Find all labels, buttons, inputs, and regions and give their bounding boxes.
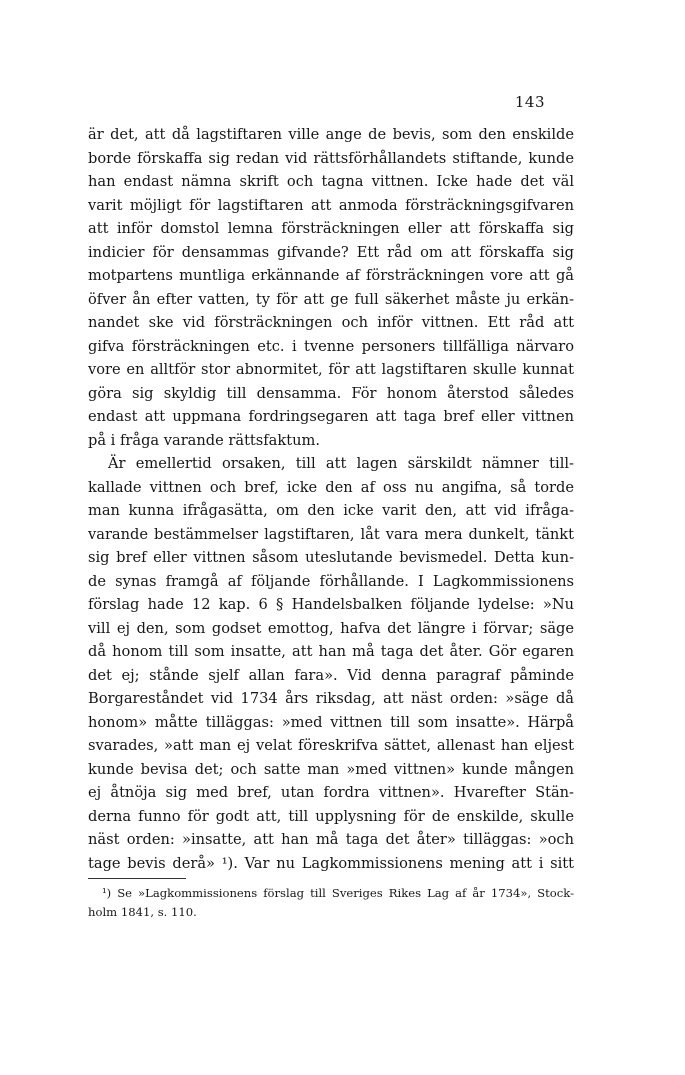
text-line: att inför domstol lemna försträckningen eller att förskaffa sig: [88, 220, 574, 237]
text-line: göra sig skyldig till densamma. För honom återstod således: [88, 384, 574, 402]
page-number: 143: [514, 93, 545, 111]
text-line: det ej; stånde sjelf allan fara». Vid denna paragraf påminde: [88, 666, 574, 684]
text-line: då honom till som insatte, att han må taga det åter. Gör egaren: [88, 643, 574, 660]
text-line: gifva försträckningen etc. i tvenne personers tillfälliga närvaro: [88, 337, 574, 355]
text-line: vill ej den, som godset emottog, hafva det längre i förvar; säge: [88, 619, 574, 637]
footnote-line: ¹) Se »Lagkommissionens förslag till Sveriges Rikes Lag af år 1734», Stock-: [102, 886, 574, 900]
text-line: de synas framgå af följande förhållande. I Lagkommissionens: [88, 572, 574, 590]
text-line: indicier för densammas gifvande? Ett råd om att förskaffa sig: [88, 243, 574, 261]
text-line: är det, att då lagstiftaren ville ange de bevis, som den enskilde: [88, 126, 574, 143]
text-line: derna funno för godt att, till upplysning för de enskilde, skulle: [88, 807, 574, 825]
text-line: näst orden: »insatte, att han må taga det åter» tilläggas: »och: [88, 831, 574, 848]
paragraph-end-line: på i fråga varande rättsfaktum.: [88, 431, 320, 449]
text-line: honom» måtte tilläggas: »med vittnen till som insatte». Härpå: [88, 713, 574, 731]
footnote-line: holm 1841, s. 110.: [88, 905, 197, 919]
text-line: vore en alltför stor abnormitet, för att lagstiftaren skulle kunnat: [88, 361, 574, 378]
text-line: man kunna ifrågasätta, om den icke varit den, att vid ifråga-: [88, 502, 574, 519]
text-line: endast att uppmana fordringsegaren att taga bref eller vittnen: [88, 408, 574, 425]
body-text: [88, 123, 574, 875]
text-line: Borgareståndet vid 1734 års riksdag, att näst orden: »säge då: [88, 690, 574, 707]
footnotes: [88, 884, 574, 922]
text-line: öfver ån efter vatten, ty för att ge full säkerhet måste ju erkän-: [88, 290, 574, 308]
text-line: varit möjligt för lagstiftaren att anmoda försträckningsgifvaren: [88, 196, 574, 214]
text-line: varande bestämmelser lagstiftaren, låt vara mera dunkelt, tänkt: [88, 525, 574, 543]
text-line: kallade vittnen och bref, icke den af oss nu angifna, så torde: [88, 478, 574, 496]
text-line: förslag hade 12 kap. 6 § Handelsbalken följande lydelse: »Nu: [88, 596, 574, 613]
text-line: svarades, »att man ej velat föreskrifva sättet, allenast han eljest: [88, 737, 574, 754]
text-line: motpartens muntliga erkännande af försträckningen vore att gå: [88, 267, 574, 284]
paragraph-start-line: Är emellertid orsaken, till att lagen särskildt nämner till-: [108, 455, 574, 472]
text-line: han endast nämna skrift och tagna vittnen. Icke hade det väl: [88, 173, 574, 190]
text-line: ej åtnöja sig med bref, utan fordra vittnen». Hvarefter Stän-: [88, 784, 574, 801]
text-line: sig bref eller vittnen såsom uteslutande bevismedel. Detta kun-: [88, 549, 574, 566]
text-line: kunde bevisa det; och satte man »med vittnen» kunde mången: [88, 760, 574, 778]
footnote-divider: [88, 878, 186, 879]
text-line: tage bevis derå» ¹). Var nu Lagkommissionens mening att i sitt: [88, 854, 574, 872]
text-line: borde förskaffa sig redan vid rättsförhållandets stiftande, kunde: [88, 149, 574, 167]
text-line: nandet ske vid försträckningen och inför vittnen. Ett råd att: [88, 314, 574, 331]
